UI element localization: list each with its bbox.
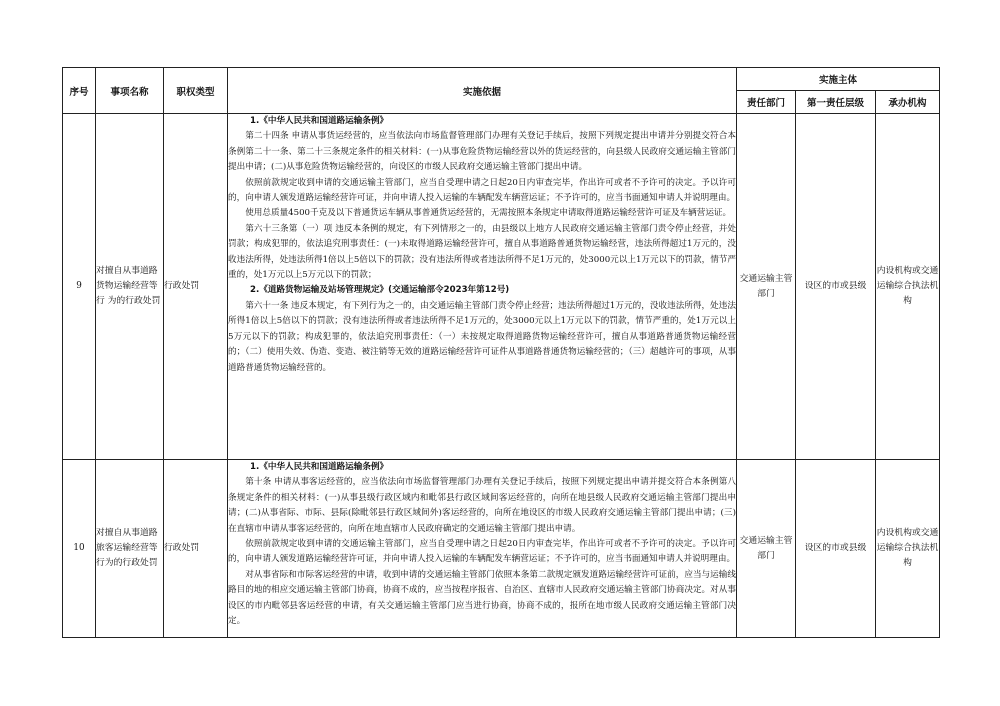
- row-no: 9: [63, 114, 96, 460]
- row-level: 设区的市或县级: [796, 114, 876, 460]
- header-power-type: 职权类型: [164, 68, 228, 114]
- table-row: [63, 114, 940, 460]
- header-level: 第一责任层级: [796, 91, 876, 114]
- row-power-type: 行政处罚: [164, 114, 228, 460]
- header-subject: 实施主体: [737, 68, 940, 91]
- enforcement-table: [62, 67, 940, 638]
- header-basis: 实施依据: [228, 68, 737, 114]
- header-item-name: 事项名称: [96, 68, 164, 114]
- basis-law-title: 1.《中华人民共和国道路运输条例》: [250, 462, 389, 472]
- row-item-name: 对擅自从事道路旅客运输经营等行为的行政处罚: [96, 460, 164, 638]
- table-row: [63, 460, 940, 638]
- basis-paragraph: 第十条 申请从事客运经营的，应当依法向市场监督管理部门办理有关登记手续后，按照下列规定提出申请并提交符合本条例第八条规定条件的相关材料：(一)从事县级行政区域内和毗邻县行政区域间客运经营的，向所在地县级人民政府交通运输主管部门提出申请；(二)从事省际、市际、县际(除毗邻县行政区域间外)客运经营的，向所在地设区的市级人民政府交通运输主管部门提出申请；(三)在直辖市申请从事客运经营的，向所在地直辖市人民政府确定的交通运输主管部门提出申请。: [228, 477, 736, 534]
- basis-paragraph: 依照前款规定收到申请的交通运输主管部门，应当自受理申请之日起20日内审查完毕，作出许可或者不予许可的决定。予以许可的，向申请人颁发道路运输经营许可证，并向申请人投入运输的车辆配发车辆营运证；不予许可的，应当书面通知申请人并说明理由。: [228, 177, 736, 204]
- basis-paragraph: 使用总质量4500千克及以下普通货运车辆从事普通货运经营的，无需按照本条规定申请取得道路运输经营许可证及车辆营运证。: [245, 208, 732, 219]
- basis-paragraph: 第六十三条第（一）项 违反本条例的规定，有下列情形之一的，由县级以上地方人民政府交通运输主管部门责令停止经营，并处罚款；构成犯罪的，依法追究刑事责任：(一)未取得道路运输经营许可，擅自从事道路普通货物运输经营，违法所得超过1万元的，没收违法所得，处违法所得1倍以上5倍以下的罚款；没有违法所得或者违法所得不足1万元的，处3000元以上1万元以下的罚款，情节严重的，处1万元以上5万元以下的罚款；: [228, 223, 736, 281]
- row-dept: 交通运输主管部门: [737, 460, 796, 638]
- basis-law-title: 2.《道路货物运输及站场管理规定》(交通运输部令2023年第12号): [250, 285, 510, 296]
- basis-paragraph: 依照前款规定收到申请的交通运输主管部门，应当自受理申请之日起20日内审查完毕，作出许可或者不予许可的决定。予以许可的，向申请人颁发道路运输经营许可证，并向申请人投入运输的车辆配发车辆营运证；不予许可的，应当书面通知申请人并说明理由。: [228, 539, 736, 565]
- row-org: 内设机构或交通运输综合执法机构: [876, 460, 940, 638]
- row-no: 10: [63, 460, 96, 638]
- header-row-1: [63, 68, 940, 91]
- basis-paragraph: 第二十四条 申请从事货运经营的，应当依法向市场监督管理部门办理有关登记手续后，按照下列规定提出申请并分别提交符合本条例第二十一条、第二十三条规定条件的相关材料：(一)从事危险货物运输经营以外的货运经营的，向县级人民政府交通运输主管部门提出申请；(二)从事危险货物运输经营的，向设区的市级人民政府交通运输主管部门提出申请。: [228, 131, 736, 173]
- basis-law-title: 1.《中华人民共和国道路运输条例》: [250, 116, 389, 126]
- header-no: 序号: [63, 68, 96, 114]
- row-power-type: 行政处罚: [164, 460, 228, 638]
- row-basis: [228, 460, 737, 638]
- row-dept: 交通运输主管部门: [737, 114, 796, 460]
- row-basis: [228, 114, 737, 460]
- basis-paragraph: 对从事省际和市际客运经营的申请，收到申请的交通运输主管部门依照本条第二款规定颁发道路运输经营许可证前，应当与运输线路目的地的相应交通运输主管部门协商，协商不成的，应当按程序报省、自治区、直辖市人民政府交通运输主管部门协商决定。对从事设区的市内毗邻县客运经营的申请，有关交通运输主管部门应当进行协商，协商不成的，报所在地市级人民政府交通运输主管部门决定。: [228, 569, 736, 627]
- basis-paragraph: 第六十一条 违反本规定，有下列行为之一的，由交通运输主管部门责令停止经营；违法所得超过1万元的，没收违法所得，处违法所得1倍以上5倍以下的罚款；没有违法所得或者违法所得不足1万元的，处3000元以上1万元以下的罚款，情节严重的，处1万元以上5万元以下的罚款；构成犯罪的，依法追究刑事责任：（一）未按规定取得道路货物运输经营许可，擅自从事道路普通货物运输经营的；（二）使用失效、伪造、变造、被注销等无效的道路运输经营许可证件从事道路普通货物运输经营的；（三）超越许可的事项，从事道路普通货物运输经营的。: [228, 300, 736, 373]
- row-level: 设区的市或县级: [796, 460, 876, 638]
- row-item-name: 对擅自从事道路货物运输经营等行 为的行政处罚: [96, 114, 164, 460]
- header-org: 承办机构: [876, 91, 940, 114]
- row-org: 内设机构或交通运输综合执法机构: [876, 114, 940, 460]
- header-dept: 责任部门: [737, 91, 796, 114]
